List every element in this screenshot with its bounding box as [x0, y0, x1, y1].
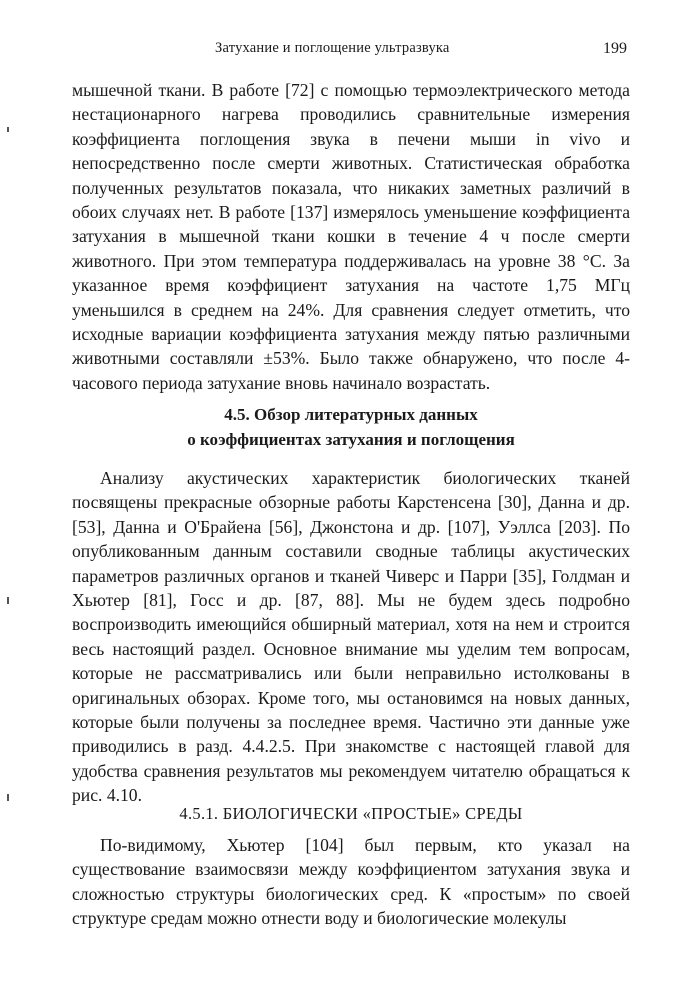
page-number: 199 [603, 40, 627, 57]
running-title: Затухание и поглощение ультразвука [215, 40, 450, 56]
section-heading [72, 402, 630, 452]
paragraph-text: Анализу акустических характеристик биологических тканей посвящены прекрасные обзорные работы Карстенсена [30], Данна и др. [53], Данна и О'Брайена [56], Джонстона и др. [107], Уэллса [203]. По опубликованным данным составили сводные таблицы акустических параметров различных органов и тканей Чиверс и Парри [35], Голдман и Хьютер [81], Госс и др. [87, 88]. Мы не будем здесь подробно воспроизводить имеющийся обширный материал, хотя на нем и строится весь настоящий раздел. Основное внимание мы уделим тем вопросам, которые не рассматривались или были неправильно истолкованы в оригинальных обзорах. Кроме того, мы остановимся на новых данных, которые были получены за последнее время. Частично эти данные уже приводились в разд. 4.4.2.5. При знакомстве с настоящей главой для удобства сравнения результатов мы рекомендуем читателю обращаться к рис. 4.10. [72, 468, 630, 806]
margin-mark [7, 597, 9, 604]
subsection-heading: 4.5.1. БИОЛОГИЧЕСКИ «ПРОСТЫЕ» СРЕДЫ [179, 804, 523, 823]
margin-mark [7, 127, 9, 132]
paragraph-continuation [72, 78, 630, 395]
section-heading-line-1: 4.5. Обзор литературных данных [224, 405, 478, 424]
paragraph-text: По-видимому, Хьютер [104] был первым, кто указал на существование взаимосвязи между коэффициентом затухания звука и сложностью структуры биологических сред. К «простым» по своей структуре средам можно отнести воду и биологические молекулы [72, 835, 630, 929]
paragraph-review [72, 466, 630, 808]
paragraph-simple-media [72, 833, 630, 931]
paragraph-text: мышечной ткани. В работе [72] с помощью термоэлектрического метода нестационарного нагрева проводились сравнительные измерения коэффициента поглощения звука в печени мыши in vivo и непосредственно после смерти животных. Статистическая обработка полученных результатов показала, что никаких заметных различий в обоих случаях нет. В работе [137] измерялось уменьшение коэффициента затухания в мышечной ткани кошки в течение 4 ч после смерти животного. При этом температура поддерживалась на уровне 38 °С. За указанное время коэффициент затухания на частоте 1,75 МГц уменьшился в среднем на 24%. Для сравнения следует отметить, что исходные вариации коэффициента затухания между пятью различными животными составляли ±53%. Было также обнаружено, что после 4-часового периода затухание вновь начинало возрастать. [72, 80, 630, 393]
section-heading-line-2: о коэффициентах затухания и поглощения [187, 430, 515, 449]
margin-mark [7, 794, 9, 801]
